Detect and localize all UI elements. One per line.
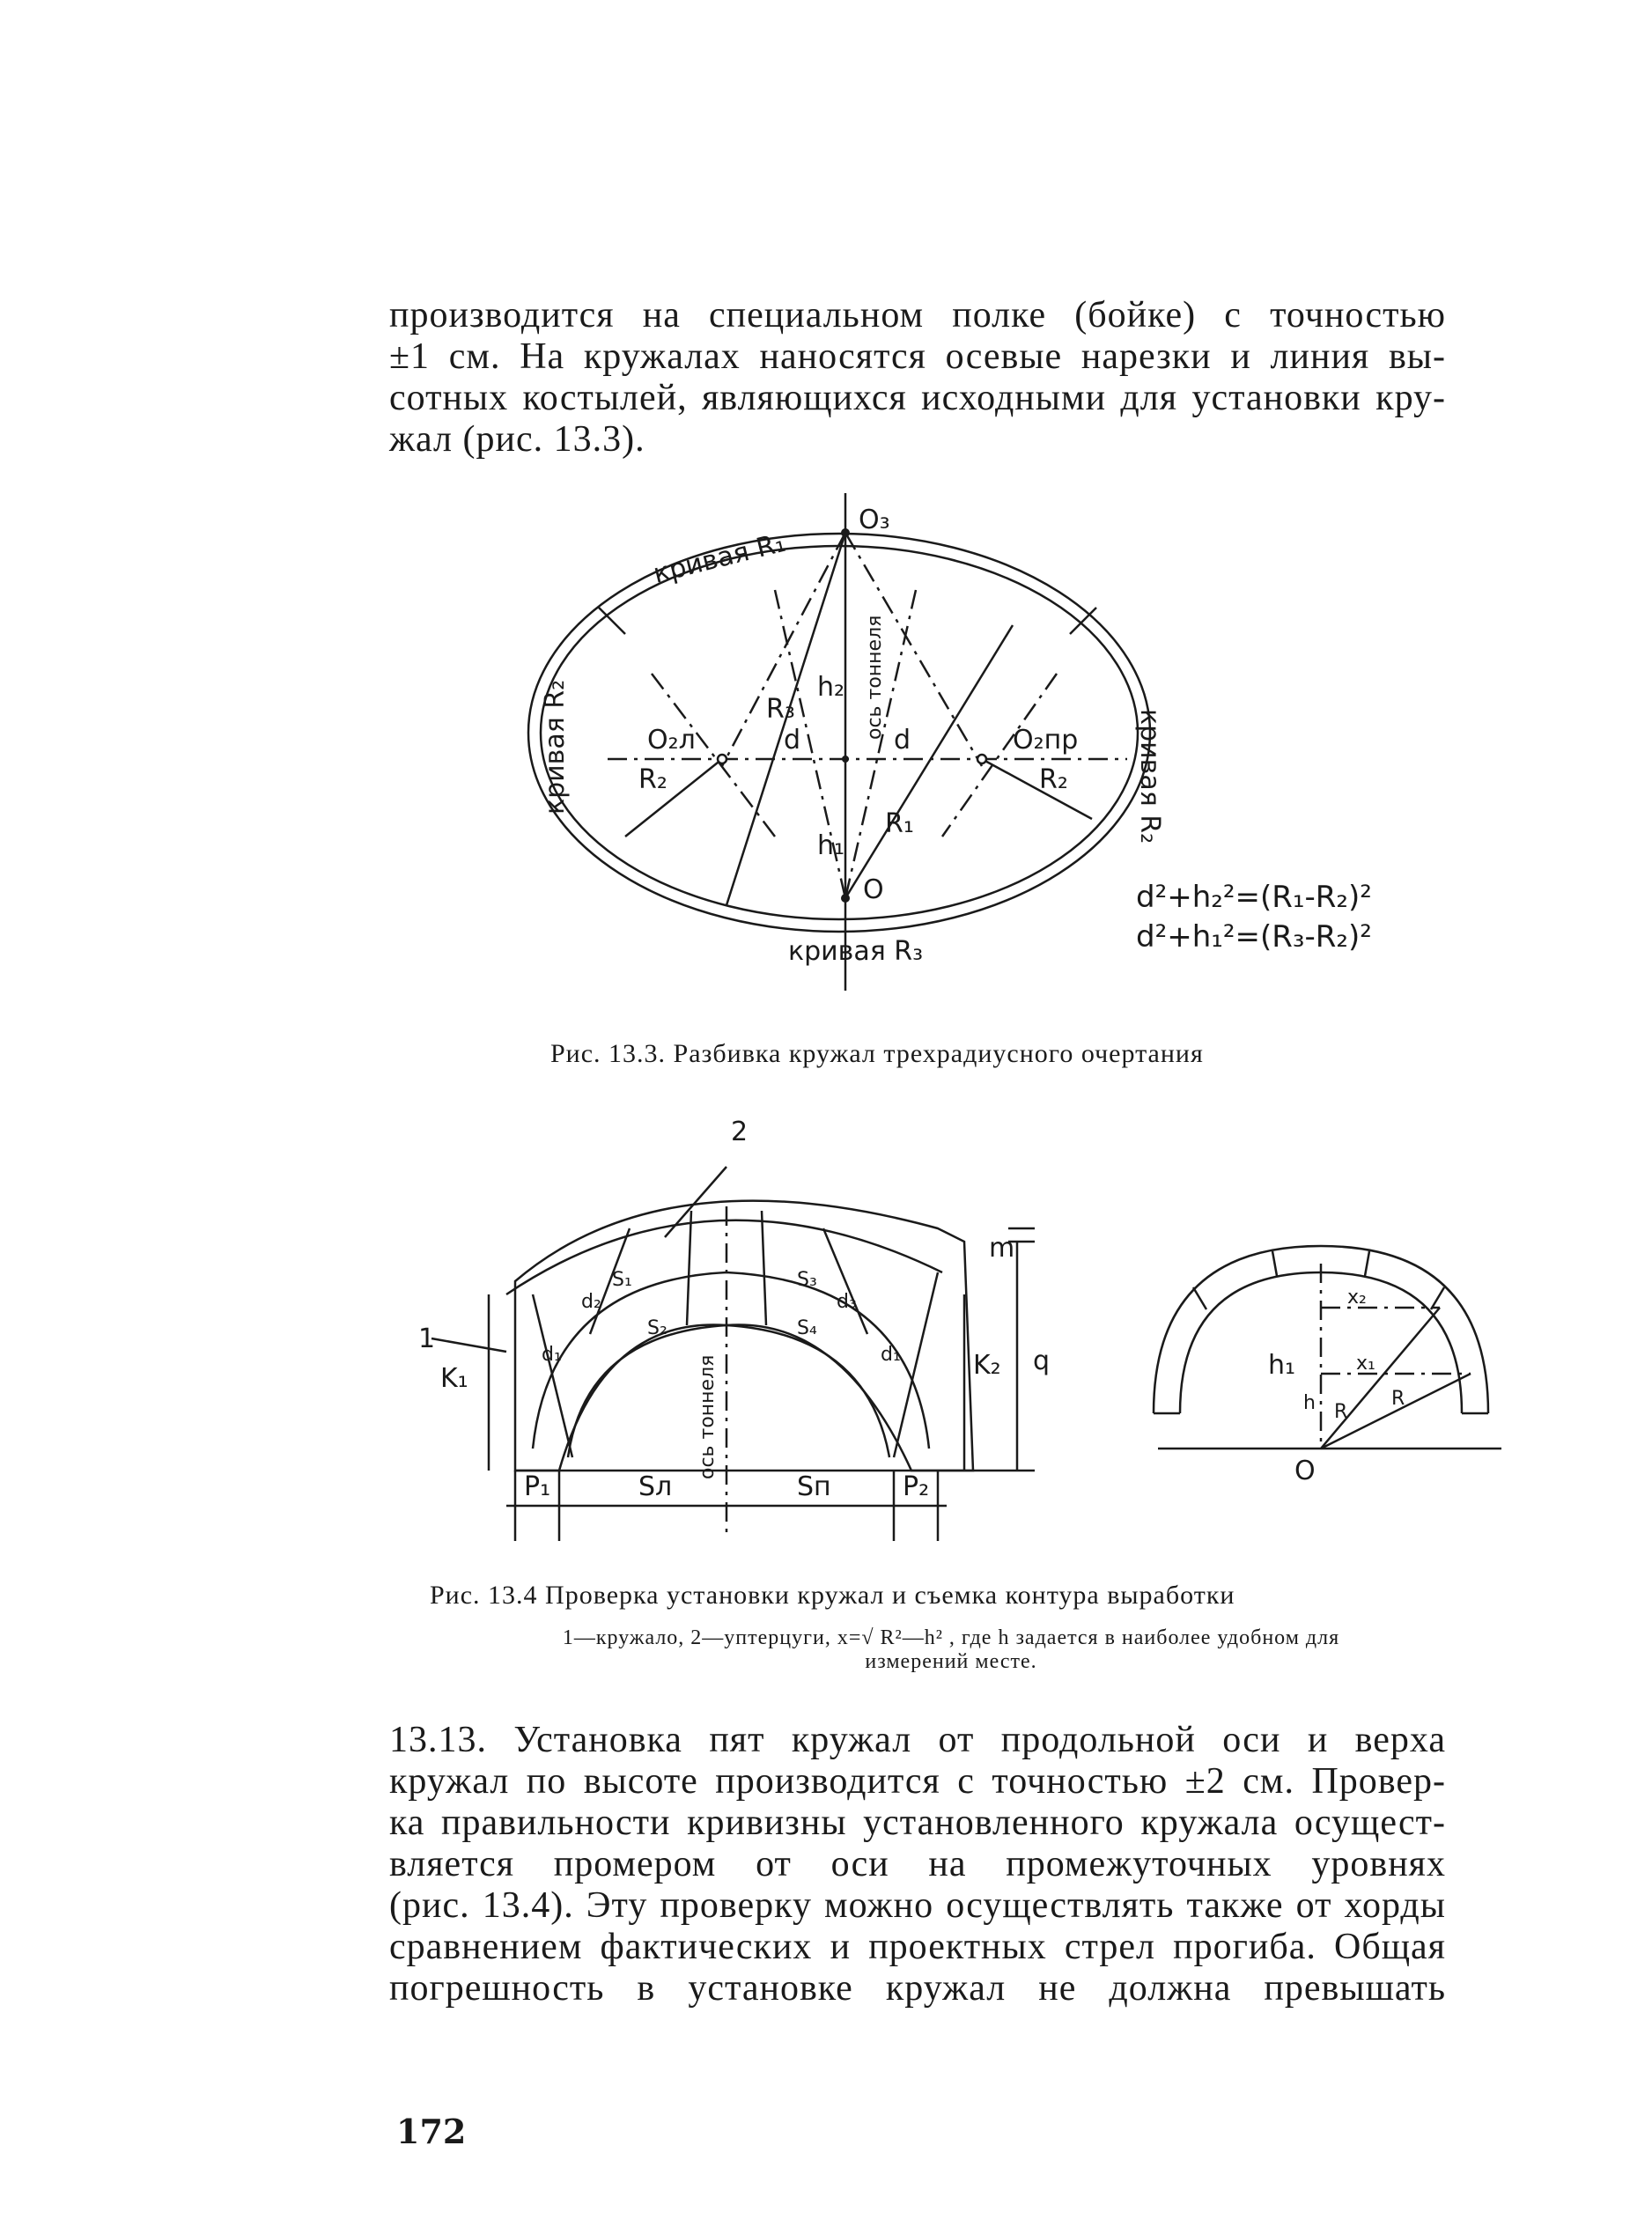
text-line: погрешность в установке кружал не должна превышать bbox=[389, 1968, 1446, 2009]
label-d-right: d bbox=[894, 725, 911, 756]
radius-sub bbox=[1321, 1308, 1440, 1449]
label-h1: h₁ bbox=[817, 830, 845, 861]
center-point-o3 bbox=[841, 528, 850, 537]
label-d3-right: d₃ bbox=[837, 1291, 857, 1313]
label-d1-left: d₁ bbox=[542, 1344, 562, 1366]
text-line: ±1 см. На кружалах наносятся осевые нарезки и линия вы- bbox=[389, 336, 1446, 377]
block-joint bbox=[1193, 1287, 1206, 1309]
text-line: (рис. 13.4). Эту проверку можно осуществлять также от хорды bbox=[389, 1885, 1446, 1926]
strut bbox=[762, 1211, 766, 1325]
page-number: 172 bbox=[396, 2112, 467, 2151]
center-point-o2-right bbox=[977, 755, 986, 763]
paragraph-intro bbox=[389, 295, 1446, 461]
label-h1: h₁ bbox=[1268, 1350, 1296, 1381]
center-point-o bbox=[841, 894, 850, 903]
label-2: 2 bbox=[731, 1117, 749, 1147]
formula-1: d²+h₂²=(R₁-R₂)² bbox=[1136, 880, 1372, 915]
label-q: q bbox=[1033, 1346, 1051, 1376]
label-o2-right: O₂пр bbox=[1013, 725, 1079, 756]
label-r-left: R bbox=[1334, 1401, 1348, 1423]
text-line: производится на специальном полке (бойке) с точностью bbox=[389, 295, 1446, 335]
label-k2: K₂ bbox=[973, 1350, 1001, 1381]
radius-r2-right bbox=[982, 759, 1092, 819]
formula-2: d²+h₁²=(R₃-R₂)² bbox=[1136, 919, 1372, 955]
label-r2-left: R₂ bbox=[638, 764, 667, 795]
label-curve-r3: кривая R₃ bbox=[788, 936, 924, 967]
label-r2-right: R₂ bbox=[1039, 764, 1068, 795]
label-s2: S₂ bbox=[647, 1317, 667, 1339]
label-o: O bbox=[1294, 1456, 1316, 1486]
label-s-left: Sл bbox=[638, 1471, 673, 1502]
block-joint bbox=[1365, 1251, 1369, 1276]
strut bbox=[533, 1294, 572, 1457]
label-d2-left: d₂ bbox=[581, 1291, 601, 1313]
strut bbox=[823, 1228, 867, 1334]
text-line: жал (рис. 13.3). bbox=[389, 419, 645, 460]
label-p1: P₁ bbox=[524, 1471, 551, 1502]
label-tunnel-axis: ось тоннеля bbox=[864, 615, 886, 740]
text-line: вляется промером от оси на промежуточных уровнях bbox=[389, 1844, 1446, 1884]
block-joint bbox=[1431, 1287, 1444, 1309]
label-r-right: R bbox=[1391, 1388, 1405, 1410]
label-p2: P₂ bbox=[903, 1471, 930, 1502]
label-curve-r2-left: кривая R₂ bbox=[540, 679, 571, 815]
label-x2: x₂ bbox=[1347, 1287, 1367, 1309]
strut bbox=[687, 1211, 691, 1325]
leader-line bbox=[431, 1338, 506, 1352]
label-d1-right: d₁ bbox=[881, 1344, 901, 1366]
legend-line: измерений месте. bbox=[865, 1650, 1037, 1673]
figure-13-4-diagram bbox=[401, 1105, 1493, 1563]
label-m: m bbox=[989, 1233, 1015, 1264]
legend-line: 1—кружало, 2—уптерцуги, x=√ R²—h² , где h задается в наиболее удобном для bbox=[562, 1626, 1340, 1649]
excavation-contour bbox=[515, 1201, 973, 1471]
text-line: кружал по высоте производится с точностью ±2 см. Провер- bbox=[389, 1761, 1446, 1802]
arch-inner bbox=[568, 1325, 889, 1457]
figure-13-4-legend bbox=[431, 1626, 1471, 1674]
block-joint bbox=[1272, 1251, 1277, 1276]
label-o2-left: O₂л bbox=[647, 725, 696, 756]
figure-13-3-diagram bbox=[493, 484, 1444, 995]
figure-13-3-caption: Рис. 13.3. Разбивка кружал трехрадиусного очертания bbox=[550, 1039, 1204, 1068]
label-s3: S₃ bbox=[797, 1269, 817, 1291]
paragraph-13-13 bbox=[389, 1720, 1446, 2009]
center-point bbox=[842, 756, 849, 763]
label-h2: h₂ bbox=[817, 672, 845, 703]
label-s4: S₄ bbox=[797, 1317, 817, 1339]
label-curve-r1: кривая R₁ bbox=[650, 527, 789, 590]
label-s-right: Sп bbox=[797, 1471, 831, 1502]
label-k1: K₁ bbox=[440, 1363, 468, 1394]
tick-mark bbox=[1070, 608, 1096, 634]
text-line: сравнением фактических и проектных стрел прогиба. Общая bbox=[389, 1927, 1446, 1967]
label-tunnel-axis: ось тоннеля bbox=[697, 1354, 719, 1479]
label-s1: S₁ bbox=[612, 1269, 632, 1291]
text-line: ка правильности кривизны установленного кружала осущест- bbox=[389, 1803, 1446, 1843]
label-1: 1 bbox=[418, 1323, 436, 1354]
label-x1: x₁ bbox=[1356, 1353, 1375, 1375]
text-line: 13.13. Установка пят кружал от продольной оси и верха bbox=[389, 1720, 1446, 1760]
label-h: h bbox=[1303, 1392, 1316, 1414]
text-line: сотных костылей, являющихся исходными для установки кру- bbox=[389, 378, 1446, 418]
label-o3: O₃ bbox=[859, 505, 890, 535]
center-point-o2-left bbox=[718, 755, 726, 763]
label-r3: R₃ bbox=[766, 694, 795, 725]
label-d-left: d bbox=[784, 725, 801, 756]
label-curve-r2-right: кривая R₂ bbox=[1134, 709, 1165, 844]
label-r1: R₁ bbox=[885, 808, 914, 839]
label-o: O bbox=[863, 874, 884, 905]
figure-13-4-caption: Рис. 13.4 Проверка установки кружал и съемка контура выработки bbox=[430, 1581, 1235, 1610]
arch-outer bbox=[506, 1220, 942, 1294]
